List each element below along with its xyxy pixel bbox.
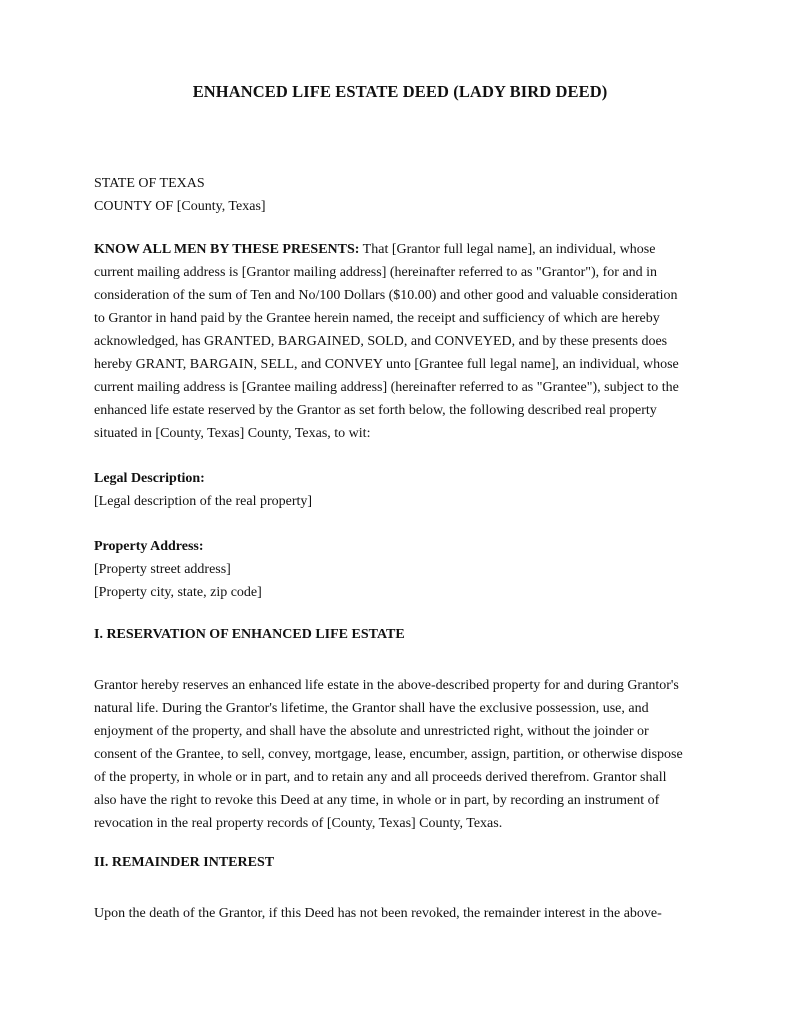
preamble-line: acknowledged, has GRANTED, BARGAINED, SOLD, and CONVEYED, and by these presents does [94, 334, 668, 349]
preamble-line: to Grantor in hand paid by the Grantee herein named, the receipt and sufficiency of which are hereby [94, 311, 660, 326]
preamble-first-line-text: That [Grantor full legal name], an individual, whose [359, 242, 656, 257]
section-1-line: natural life. During the Grantor's lifetime, the Grantor shall have the exclusive possession, use, and [94, 701, 649, 716]
property-city-state-zip: [Property city, state, zip code] [94, 585, 262, 600]
venue-block [94, 172, 706, 218]
section-1-line: Grantor hereby reserves an enhanced life estate in the above-described property for and during Grantor's [94, 678, 679, 693]
preamble-line: current mailing address is [Grantor mailing address] (hereinafter referred to as "Grantor"), for and in [94, 265, 658, 280]
section-2-heading: II. REMAINDER INTEREST [94, 855, 275, 870]
section-1-line: enjoyment of the property, and shall have the absolute and unrestricted right, without the joinder or [94, 724, 649, 739]
state-line: STATE OF TEXAS [94, 176, 205, 191]
section-1-line: revocation in the real property records of [County, Texas] County, Texas. [94, 816, 503, 831]
property-address-label: Property Address: [94, 539, 204, 554]
property-address-block [94, 535, 706, 604]
property-street: [Property street address] [94, 562, 231, 577]
legal-description-value: [Legal description of the real property] [94, 494, 313, 509]
preamble-line: hereby GRANT, BARGAIN, SELL, and CONVEY unto [Grantee full legal name], an individual, whose [94, 357, 679, 372]
preamble-first-line [94, 238, 706, 261]
preamble-line: enhanced life estate reserved by the Grantor as set forth below, the following described real property [94, 403, 657, 418]
section-1-paragraph [94, 674, 706, 835]
legal-description-block [94, 467, 706, 513]
section-2-paragraph [94, 902, 706, 925]
section-1-line: of the property, in whole or in part, and to retain any and all proceeds derived therefrom. Grantor shall [94, 770, 667, 785]
preamble-paragraph [94, 238, 706, 445]
legal-description-label: Legal Description: [94, 471, 205, 486]
section-1-line: also have the right to revoke this Deed at any time, in whole or in part, by recording an instrument of [94, 793, 660, 808]
preamble-line: current mailing address is [Grantee mailing address] (hereinafter referred to as "Grantee"), subject to the [94, 380, 679, 395]
county-line: COUNTY OF [County, Texas] [94, 199, 266, 214]
section-2-line: Upon the death of the Grantor, if this Deed has not been revoked, the remainder interest in the above- [94, 906, 662, 921]
section-1-heading: I. RESERVATION OF ENHANCED LIFE ESTATE [94, 627, 405, 642]
document-title: ENHANCED LIFE ESTATE DEED (LADY BIRD DEED) [192, 82, 608, 101]
preamble-lead: KNOW ALL MEN BY THESE PRESENTS: [94, 242, 360, 257]
preamble-line: situated in [County, Texas] County, Texas, to wit: [94, 426, 371, 441]
section-1-line: consent of the Grantee, to sell, convey, mortgage, lease, encumber, assign, partition, or otherwise dispose [94, 747, 683, 762]
preamble-line: consideration of the sum of Ten and No/100 Dollars ($10.00) and other good and valuable consideration [94, 288, 678, 303]
